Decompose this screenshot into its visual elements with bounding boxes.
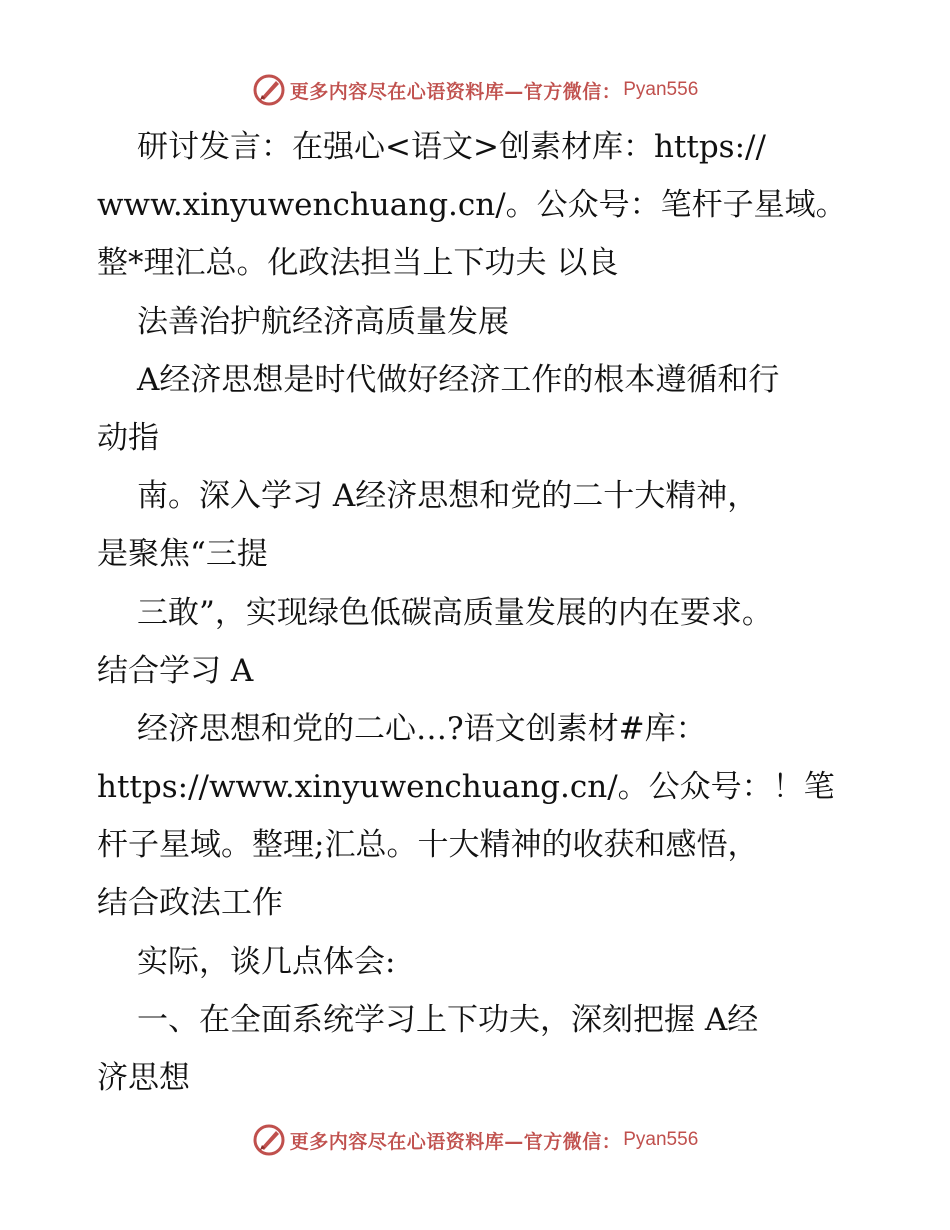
text-line: 南。深入学习 A经济思想和党的二十大精神，: [137, 478, 759, 515]
watermark-text: 更多内容尽在心语资料库—官方微信：: [289, 1130, 622, 1153]
watermark-text: 更多内容尽在心语资料库—官方微信：: [289, 80, 622, 103]
text-line: 法善治护航经济高质量发展: [137, 303, 509, 340]
footer-watermark: [0, 1120, 950, 1160]
text-line: 动指: [97, 419, 159, 456]
text-line: 整*理汇总。化政法担当上下功夫 以良: [97, 245, 619, 282]
watermark-wechat-id: Pyan556: [623, 1129, 699, 1150]
quill-logo-icon: [252, 1123, 286, 1157]
text-line: 一、在全面系统学习上下功夫，深刻把握 A经: [137, 1001, 759, 1038]
text-line: 实际，谈几点体会:: [137, 943, 396, 980]
document-body: [97, 118, 857, 1107]
header-watermark: [0, 70, 950, 110]
text-line: www.xinyuwenchuang.cn/。公众号：笔杆子星域。: [97, 187, 847, 224]
text-line: 是聚焦“三提: [97, 536, 268, 573]
text-line: A经济思想是时代做好经济工作的根本遵循和行: [137, 361, 780, 398]
quill-logo-icon: [252, 73, 286, 107]
text-line: 研讨发言：在强心<语文>创素材库：https://: [137, 129, 766, 165]
text-line: 杆子星域。整理;汇总。十大精神的收获和感悟，: [97, 827, 759, 864]
text-line: https://www.xinyuwenchuang.cn/。公众号：！笔: [97, 769, 835, 806]
text-line: 经济思想和党的二心…?语文创素材#库：: [137, 710, 707, 747]
text-line: 结合学习 A: [97, 652, 254, 689]
text-line: 结合政法工作: [97, 885, 283, 922]
text-line: 济思想: [97, 1060, 190, 1096]
text-line: 三敢”，实现绿色低碳高质量发展的内在要求。: [137, 594, 773, 631]
watermark-wechat-id: Pyan556: [623, 79, 699, 100]
